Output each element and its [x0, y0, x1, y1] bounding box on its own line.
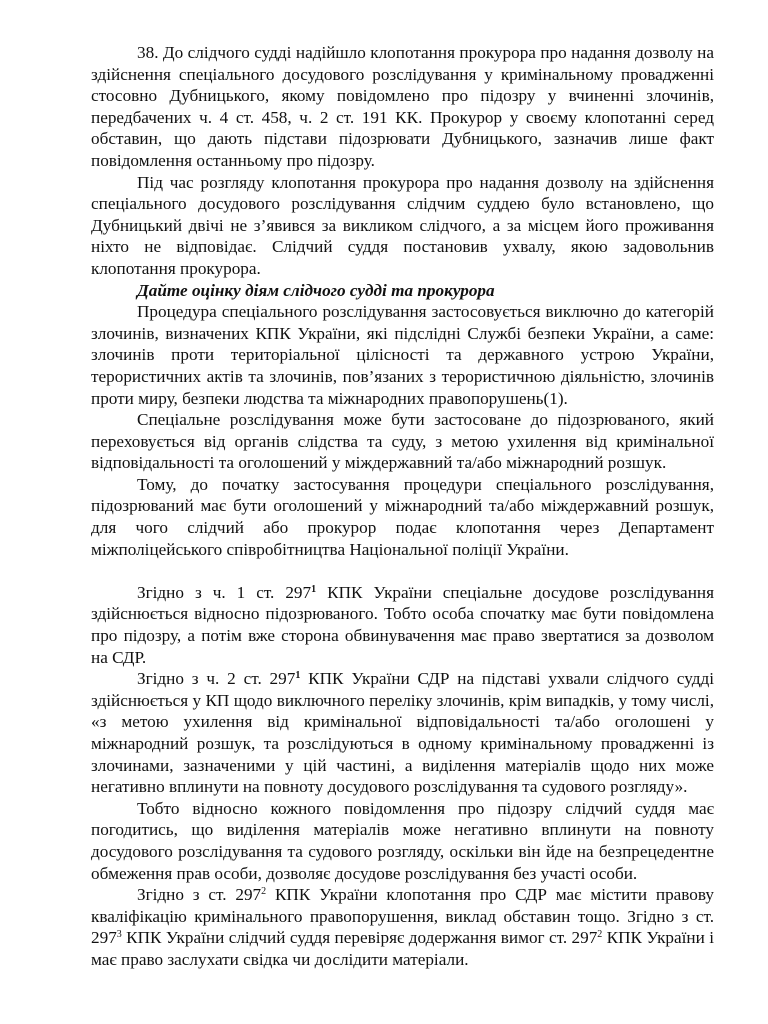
paragraph-judge-consent: Тобто відносно кожного повідомлення про підозру слідчий суддя має погодитись, що виділення матеріалів може негативно вплинути на повноту досудового розслідування та судового розгляду, оскільки він йде на безпрецедентне обмеження прав особи, дозволяє досудове розслідування без участі особи. — [91, 798, 714, 883]
paragraph-suspect: Спеціальне розслідування може бути застосоване до підозрюваного, який переховується від органів слідства та суду, з метою ухилення від кримінальної відповідальності та оголошений у міждержавний та/або міжнародний розшук. — [91, 410, 714, 473]
paragraph-wanted-list: Тому, до початку застосування процедури спеціального розслідування, підозрюваний має бути оголошений у міжнародний та/або міждержавний розшук, для чого слідчий або прокурор подає клопотання через Департамент міжполіцейського співробітництва Національної поліції України. — [91, 474, 714, 559]
text-segment: КПК України слідчий суддя перевіряє додержання вимог ст. 297 — [121, 928, 598, 948]
text-segment: Згідно з ст. 297 — [137, 885, 262, 905]
text-segment: КПК України і має право заслухати свідка чи дослідити матеріали. — [91, 928, 714, 969]
superscript: 2 — [261, 886, 267, 898]
superscript: 1 — [311, 583, 317, 595]
superscript: 2 — [597, 929, 603, 941]
superscript: 3 — [116, 929, 122, 941]
text-segment: КПК України СДР на підставі ухвали слідчого судді здійснюється у КП щодо виключного переліку злочинів, крім випадків, у тому числі, «з метою ухилення від кримінальної відповідальності та/або оголошені у міжнародний розшук, та розслідуються в одному кримінальному провадженні із злочинами, зазначеними у цій частині, а виділення матеріалів щодо них може негативно вплинути на повноту досудового розслідування та судового розгляду». — [91, 669, 714, 797]
superscript: 1 — [295, 670, 301, 682]
paragraph-article-297-1-part-2 — [91, 668, 714, 798]
paragraph-article-297-2 — [91, 884, 714, 970]
text-segment: КПК України клопотання про СДР має містити правову кваліфікацію кримінального правопорушення, виклад обставин тощо. Згідно з ст. 297 — [91, 885, 715, 948]
task-heading: Дайте оцінку діям слідчого судді та прокурора — [137, 280, 495, 300]
paragraph-article-297-1-part-1 — [91, 582, 714, 668]
blank-line — [91, 560, 714, 582]
paragraph-case-38: 38. До слідчого судді надійшло клопотання прокурора про надання дозволу на здійснення спеціального досудового розслідування у кримінальному провадженні стосовно Дубницького, якому повідомлено про підозру у вчиненні злочинів, передбачених ч. 4 ст. 458, ч. 2 ст. 191 КК. Прокурор у своєму клопотанні серед обставин, що дають підстави підозрювати Дубницького, зазначив лише факт повідомлення останньому про підозру. — [91, 43, 714, 170]
text-segment: Згідно з ч. 1 ст. 297 — [137, 582, 312, 602]
paragraph-case-review: Під час розгляду клопотання прокурора про надання дозволу на здійснення спеціального досудового розслідування слідчим суддею було встановлено, що Дубницький двічі не з’явився за викликом слідчого, а за місцем його проживання ніхто не відповідає. Слідчий суддя постановив ухвалу, якою задовольнив клопотання прокурора. — [91, 172, 714, 278]
paragraph-procedure: Процедура спеціального розслідування застосовується виключно до категорій злочинів, визначених КПК України, які підслідні Службі безпеки України, а саме: злочинів проти територіальної цілісності та державного устрою України, терористичних актів та злочинів, пов’язаних з терористичною діяльністю, злочинів проти миру, безпеки людства та міжнародних правопорушень(1). — [91, 302, 714, 408]
text-segment: КПК України спеціальне досудове розслідування здійснюється відносно підозрюваного. Тобто особа спочатку має бути повідомлена про підозру, а потім вже сторона обвинувачення має право звертатися за дозволом на СДР. — [91, 582, 714, 667]
text-segment: Згідно з ч. 2 ст. 297 — [137, 669, 296, 689]
